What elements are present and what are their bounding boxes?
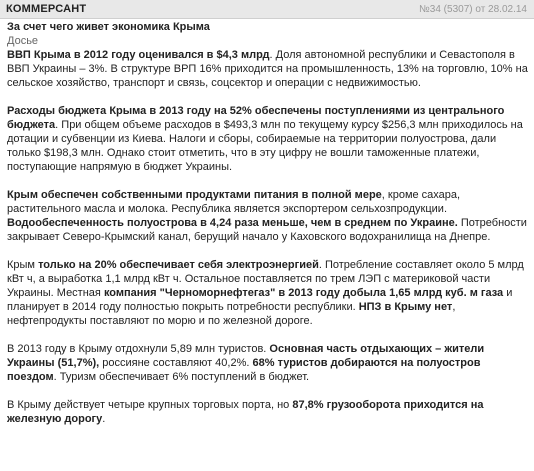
issue-info: №34 (5307) от 28.02.14	[419, 4, 527, 15]
paragraph-ports	[7, 398, 529, 426]
bold-text-run: 87,8% грузооборота приходится на железную дорогу	[7, 399, 484, 425]
text-run: Потребности закрывает Северо-Крымский канал, берущий начало у Каховского водохранилища на Днепре.	[7, 217, 527, 243]
bold-text-run: Основная часть отдыхающих – жители Украины (51,7%),	[7, 343, 485, 369]
text-run: , нефтепродукты поставляют по морю и по железной дороге.	[7, 301, 456, 327]
bold-text-run: Крым обеспечен собственными продуктами питания в полной мере	[7, 189, 382, 201]
text-run: . Потребление составляет около 5 млрд кВт ч, а выработка 1,1 млрд кВт ч. Остальное поставляется по трем ЛЭП с материковой части Украины. Местная	[7, 259, 524, 299]
text-run: , кроме сахара, растительного масла и молока. Республика является экспортером сельхозпродукции.	[7, 189, 461, 215]
text-run: . При общем объеме расходов в $493,3 млн по текущему курсу $256,3 млн приходилось на дотации и субвенции из Киева. Налоги и сборы, собираемые на территории полуострова, дали только $198,3 млн. Однако стоит отметить, что в эту цифру не вошли таможенные платежи, поступающие напрямую в бюджет Украины.	[7, 119, 523, 173]
text-run: россияне составляют 40,2%.	[99, 357, 253, 369]
paragraph-water	[7, 216, 529, 244]
paragraph-budget	[7, 104, 529, 174]
paragraph-food	[7, 188, 529, 216]
header-bar	[0, 0, 534, 19]
bold-text-run: Расходы бюджета Крыма в 2013 году на 52% обеспечены поступлениями из центрального бюджета	[7, 105, 505, 131]
brand-name: КОММЕРСАНТ	[6, 3, 87, 15]
paragraph-tourism	[7, 342, 529, 384]
text-run: В 2013 году в Крыму отдохнули 5,89 млн туристов.	[7, 343, 270, 355]
bold-text-run: компания "Черноморнефтегаз" в 2013 году добыла 1,65 млрд куб. м газа	[103, 287, 504, 299]
bold-text-run: только на 20% обеспечивает себя электроэнергией	[38, 259, 319, 271]
text-run: В Крыму действует четыре крупных торговых порта, но	[7, 399, 293, 411]
bold-text-run: ВВП Крыма в 2012 году оценивался в $4,3 млрд	[7, 49, 270, 61]
text-run: . Туризм обеспечивает 6% поступлений в бюджет.	[53, 371, 310, 383]
bold-text-run: НПЗ в Крыму нет	[358, 301, 453, 313]
article-rubric: Досье	[7, 35, 39, 47]
text-run: и планирует в 2014 году полностью покрыть потребности республики.	[7, 287, 513, 313]
text-run: Крым	[7, 259, 39, 271]
paragraph-energy	[7, 258, 529, 328]
text-run: . Доля автономной республики и Севастополя в ВВП Украины – 3%. В структуре ВРП 16% приходится на промышленность, 13% на торговлю, 10% на сельское хозяйство, транспорт и связь, соцсектор и операции с недвижимостью.	[7, 49, 528, 89]
text-run: .	[102, 413, 106, 425]
article	[7, 20, 529, 426]
bold-text-run: Водообеспеченность полуострова в 4,24 раза меньше, чем в среднем по Украине.	[7, 217, 458, 229]
bold-text-run: 68% туристов добираются на полуостров поездом	[7, 357, 481, 383]
paragraph-gdp	[7, 48, 529, 90]
article-title: За счет чего живет экономика Крыма	[7, 21, 210, 33]
